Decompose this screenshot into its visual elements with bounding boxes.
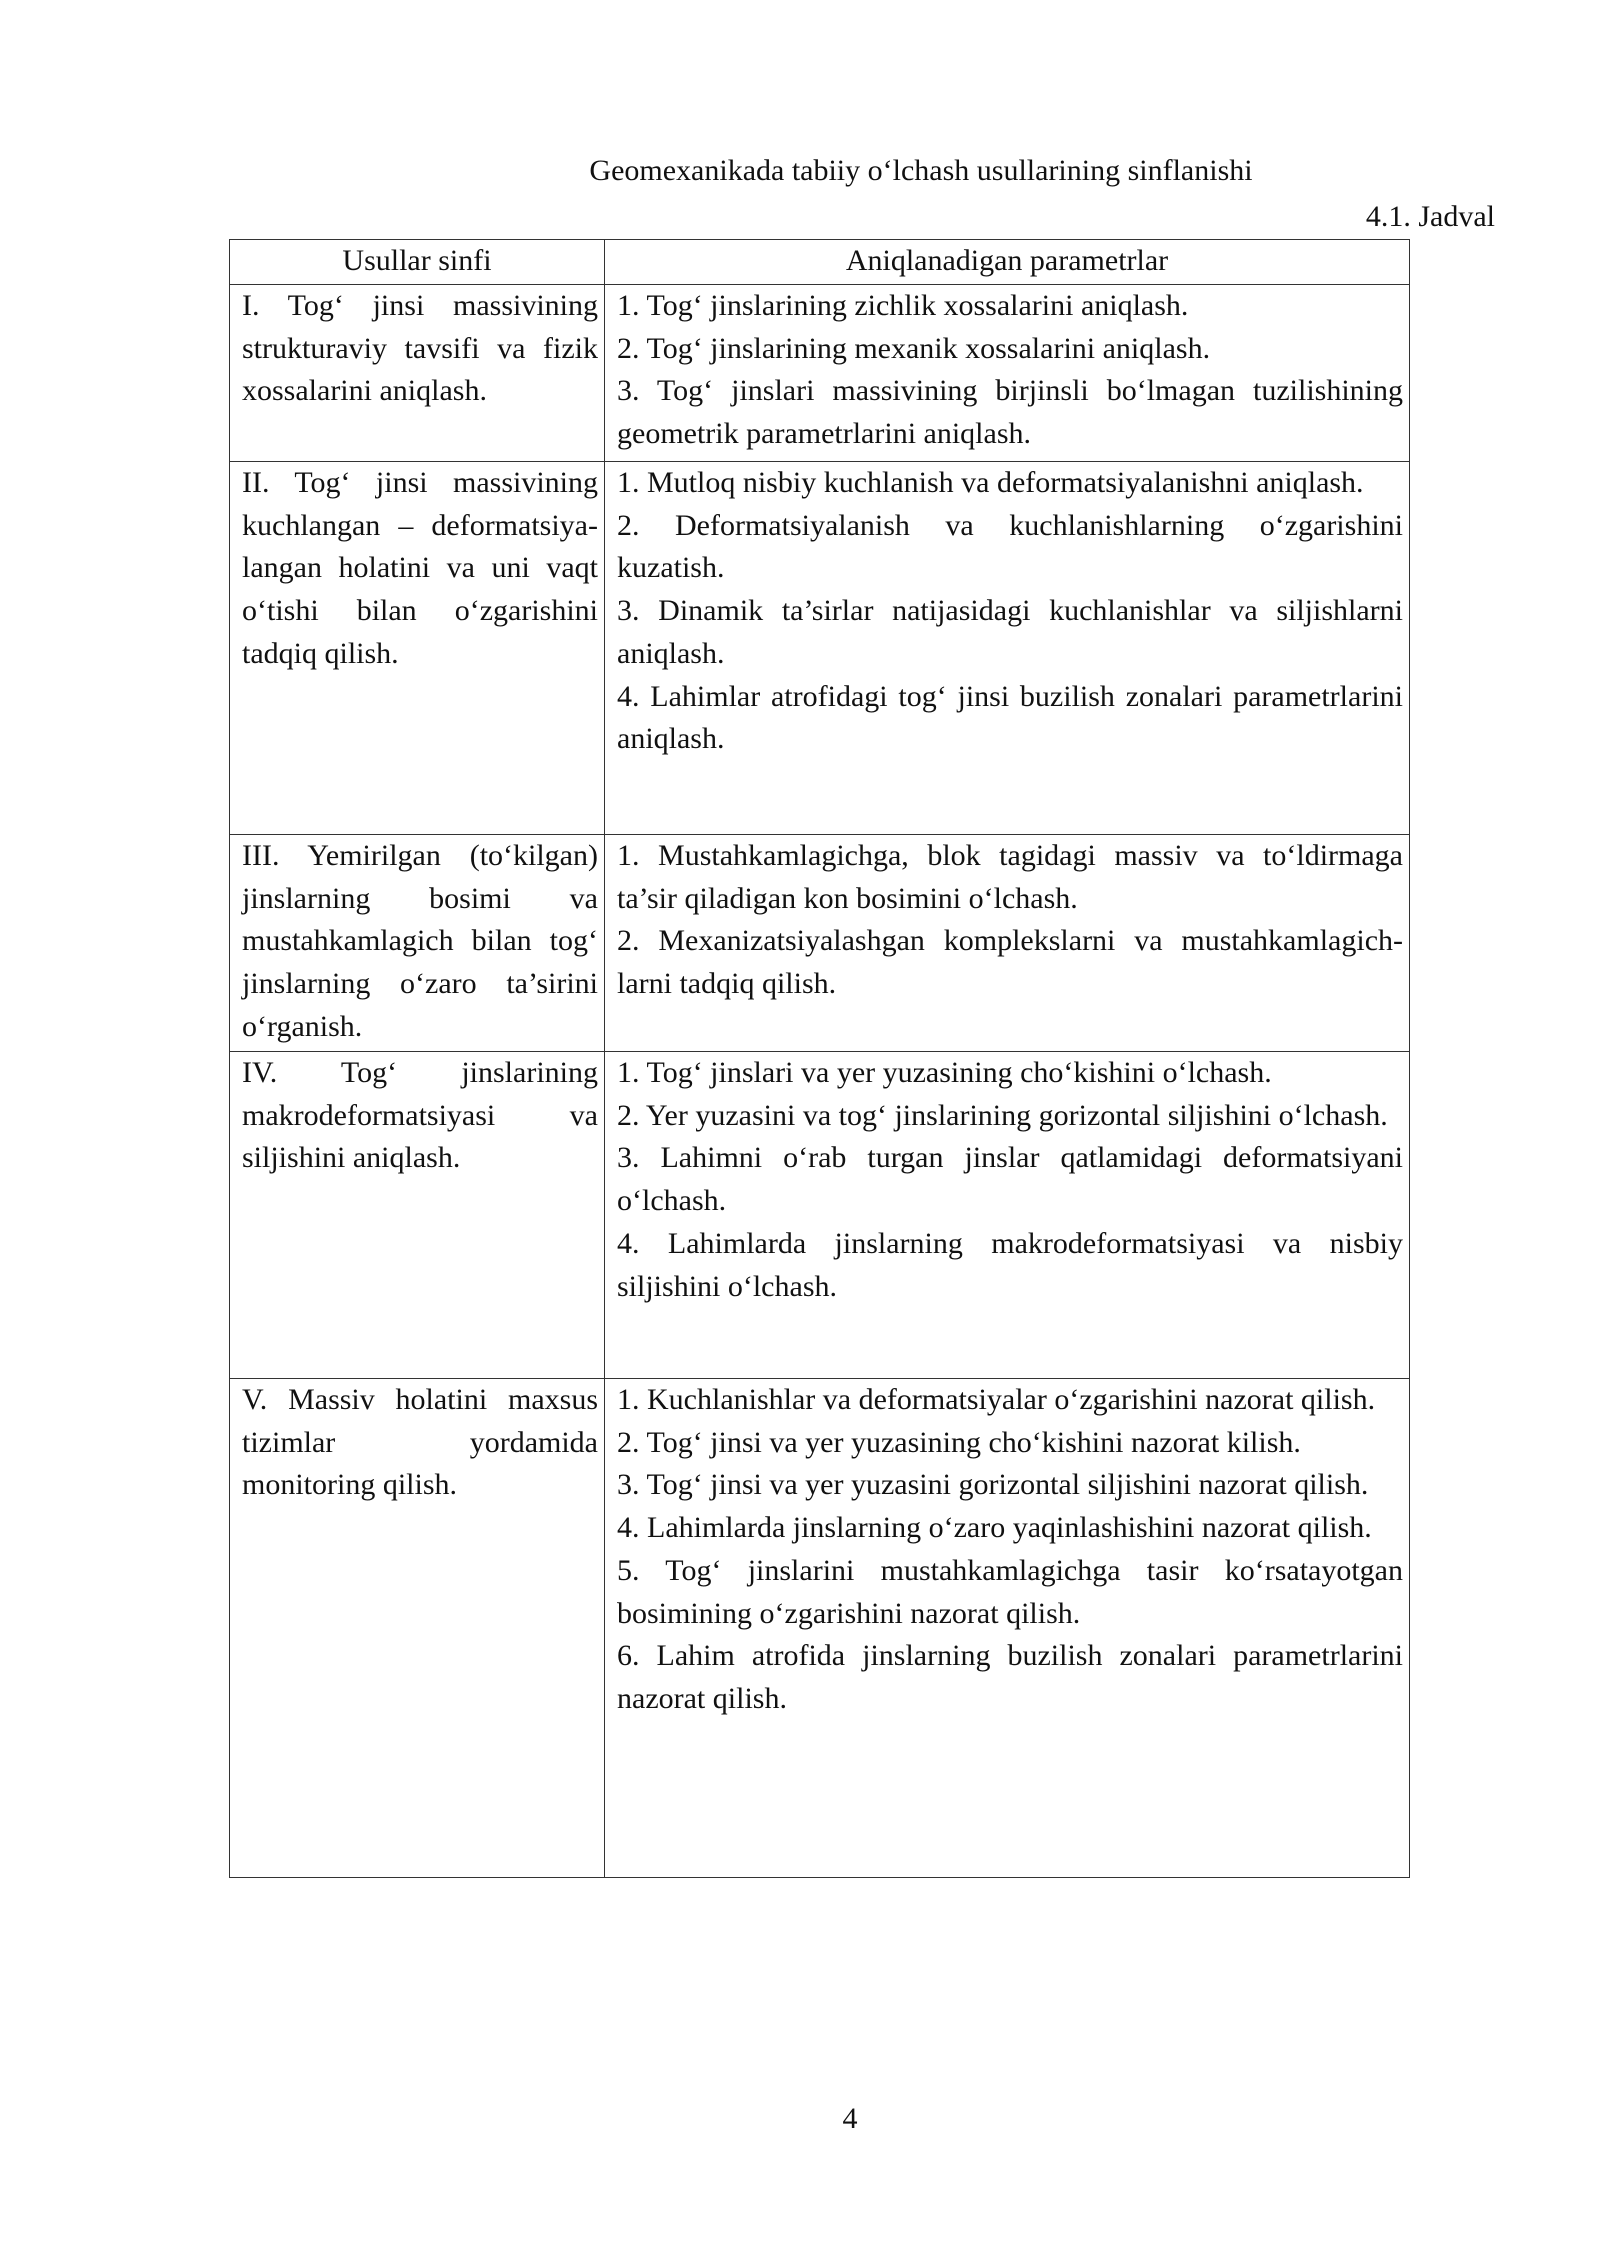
parameters-cell — [605, 285, 1410, 462]
table-row — [230, 462, 1410, 835]
method-class-text: III. Yemirilgan (to‘kilgan) jinslarning bosimi va mustahkamlagich bilan tog‘ jinslarning o‘zaro ta’sirini o‘rganish. — [242, 839, 598, 1043]
table-header-row — [230, 240, 1410, 285]
page-title — [0, 150, 1600, 192]
parameters-cell — [605, 835, 1410, 1052]
table-row — [230, 1379, 1410, 1878]
method-class-text: V. Massiv holatini maxsus tizimlar yordamida monitoring qilish. — [242, 1383, 598, 1502]
parameters-cell — [605, 462, 1410, 835]
method-class-text: IV. Tog‘ jinslarining makrodeformatsiyasi va siljishini aniqlash. — [242, 1056, 598, 1175]
table-row — [230, 1052, 1410, 1379]
parameters-cell — [605, 1379, 1410, 1878]
method-class-text: I. Tog‘ jinsi massivining strukturaviy tavsifi va fizik xossalarini aniqlash. — [242, 289, 598, 408]
parameter-item: 3. Dinamik ta’sirlar natijasidagi kuchlanishlar va siljishlarni aniqlash. — [617, 594, 1403, 670]
header-usullar-sinfi: Usullar sinfi — [230, 240, 605, 285]
parameter-item: 2. Tog‘ jinsi va yer yuzasining cho‘kishini nazorat kilish. — [617, 1425, 1301, 1459]
parameter-item: 2. Yer yuzasini va tog‘ jinslarining gorizontal siljishini o‘lchash. — [617, 1098, 1388, 1132]
method-class-cell — [230, 285, 605, 462]
parameter-item: 5. Tog‘ jinslarini mustahkamlagichga tasir ko‘rsatayotgan bosimining o‘zgarishini nazorat qilish. — [617, 1553, 1403, 1630]
parameter-item: 4. Lahimlar atrofidagi tog‘ jinsi buzilish zonalari parametrlarini aniqlash. — [617, 679, 1403, 756]
method-class-text: II. Tog‘ jinsi massivining kuchlangan – deformatsiya-langan holatini va uni vaqt o‘tishi bilan o‘zgarishini tadqiq qilish. — [242, 466, 598, 670]
method-class-cell — [230, 1379, 605, 1878]
parameter-item: 4. Lahimlarda jinslarning o‘zaro yaqinlashishini nazorat qilish. — [617, 1511, 1372, 1545]
parameter-item: 2. Mexanizatsiyalashgan komplekslarni va mustahkamlagich-larni tadqiq qilish. — [617, 924, 1403, 1001]
parameter-item: 1. Mutloq nisbiy kuchlanish va deformatsiyalanishni aniqlash. — [617, 466, 1364, 499]
page-number-text: 4 — [842, 2102, 858, 2135]
parameter-item: 1. Tog‘ jinslarining zichlik xossalarini aniqlash. — [617, 289, 1189, 322]
page-title-text: Geomexanikada tabiiy o‘lchash usullarining sinflanishi — [589, 154, 1253, 187]
method-class-cell — [230, 835, 605, 1052]
method-class-cell — [230, 462, 605, 835]
parameter-item: 6. Lahim atrofida jinslarning buzilish zonalari parametrlarini nazorat qilish. — [617, 1639, 1403, 1715]
parameter-item: 2. Deformatsiyalanish va kuchlanishlarning o‘zgarishini kuzatish. — [617, 508, 1403, 585]
parameter-item: 4. Lahimlarda jinslarning makrodeformatsiyasi va nisbiy siljishini o‘lchash. — [617, 1226, 1403, 1303]
parameter-item: 1. Mustahkamlagichga, blok tagidagi massiv va to‘ldirmaga ta’sir qiladigan kon bosimini o‘lchash. — [617, 839, 1403, 915]
table-label: 4.1. Jadval — [1365, 200, 1495, 233]
parameter-item: 1. Tog‘ jinslari va yer yuzasining cho‘kishini o‘lchash. — [617, 1056, 1272, 1089]
table-row — [230, 285, 1410, 462]
page-number — [0, 2098, 1600, 2140]
parameter-item: 3. Tog‘ jinslari massivining birjinsli bo‘lmagan tuzilishining geometrik parametrlarini aniqlash. — [617, 374, 1403, 451]
parameter-item: 3. Lahimni o‘rab turgan jinslar qatlamidagi deformatsiyani o‘lchash. — [617, 1141, 1403, 1218]
parameters-cell — [605, 1052, 1410, 1379]
table-row — [230, 835, 1410, 1052]
methods-table — [229, 239, 1410, 1878]
parameter-item: 1. Kuchlanishlar va deformatsiyalar o‘zgarishini nazorat qilish. — [617, 1383, 1376, 1416]
header-aniqlanadigan-parametrlar: Aniqlanadigan parametrlar — [605, 240, 1410, 285]
method-class-cell — [230, 1052, 605, 1379]
parameter-item: 3. Tog‘ jinsi va yer yuzasini gorizontal siljishini nazorat qilish. — [617, 1468, 1369, 1502]
parameter-item: 2. Tog‘ jinslarining mexanik xossalarini aniqlash. — [617, 331, 1211, 365]
